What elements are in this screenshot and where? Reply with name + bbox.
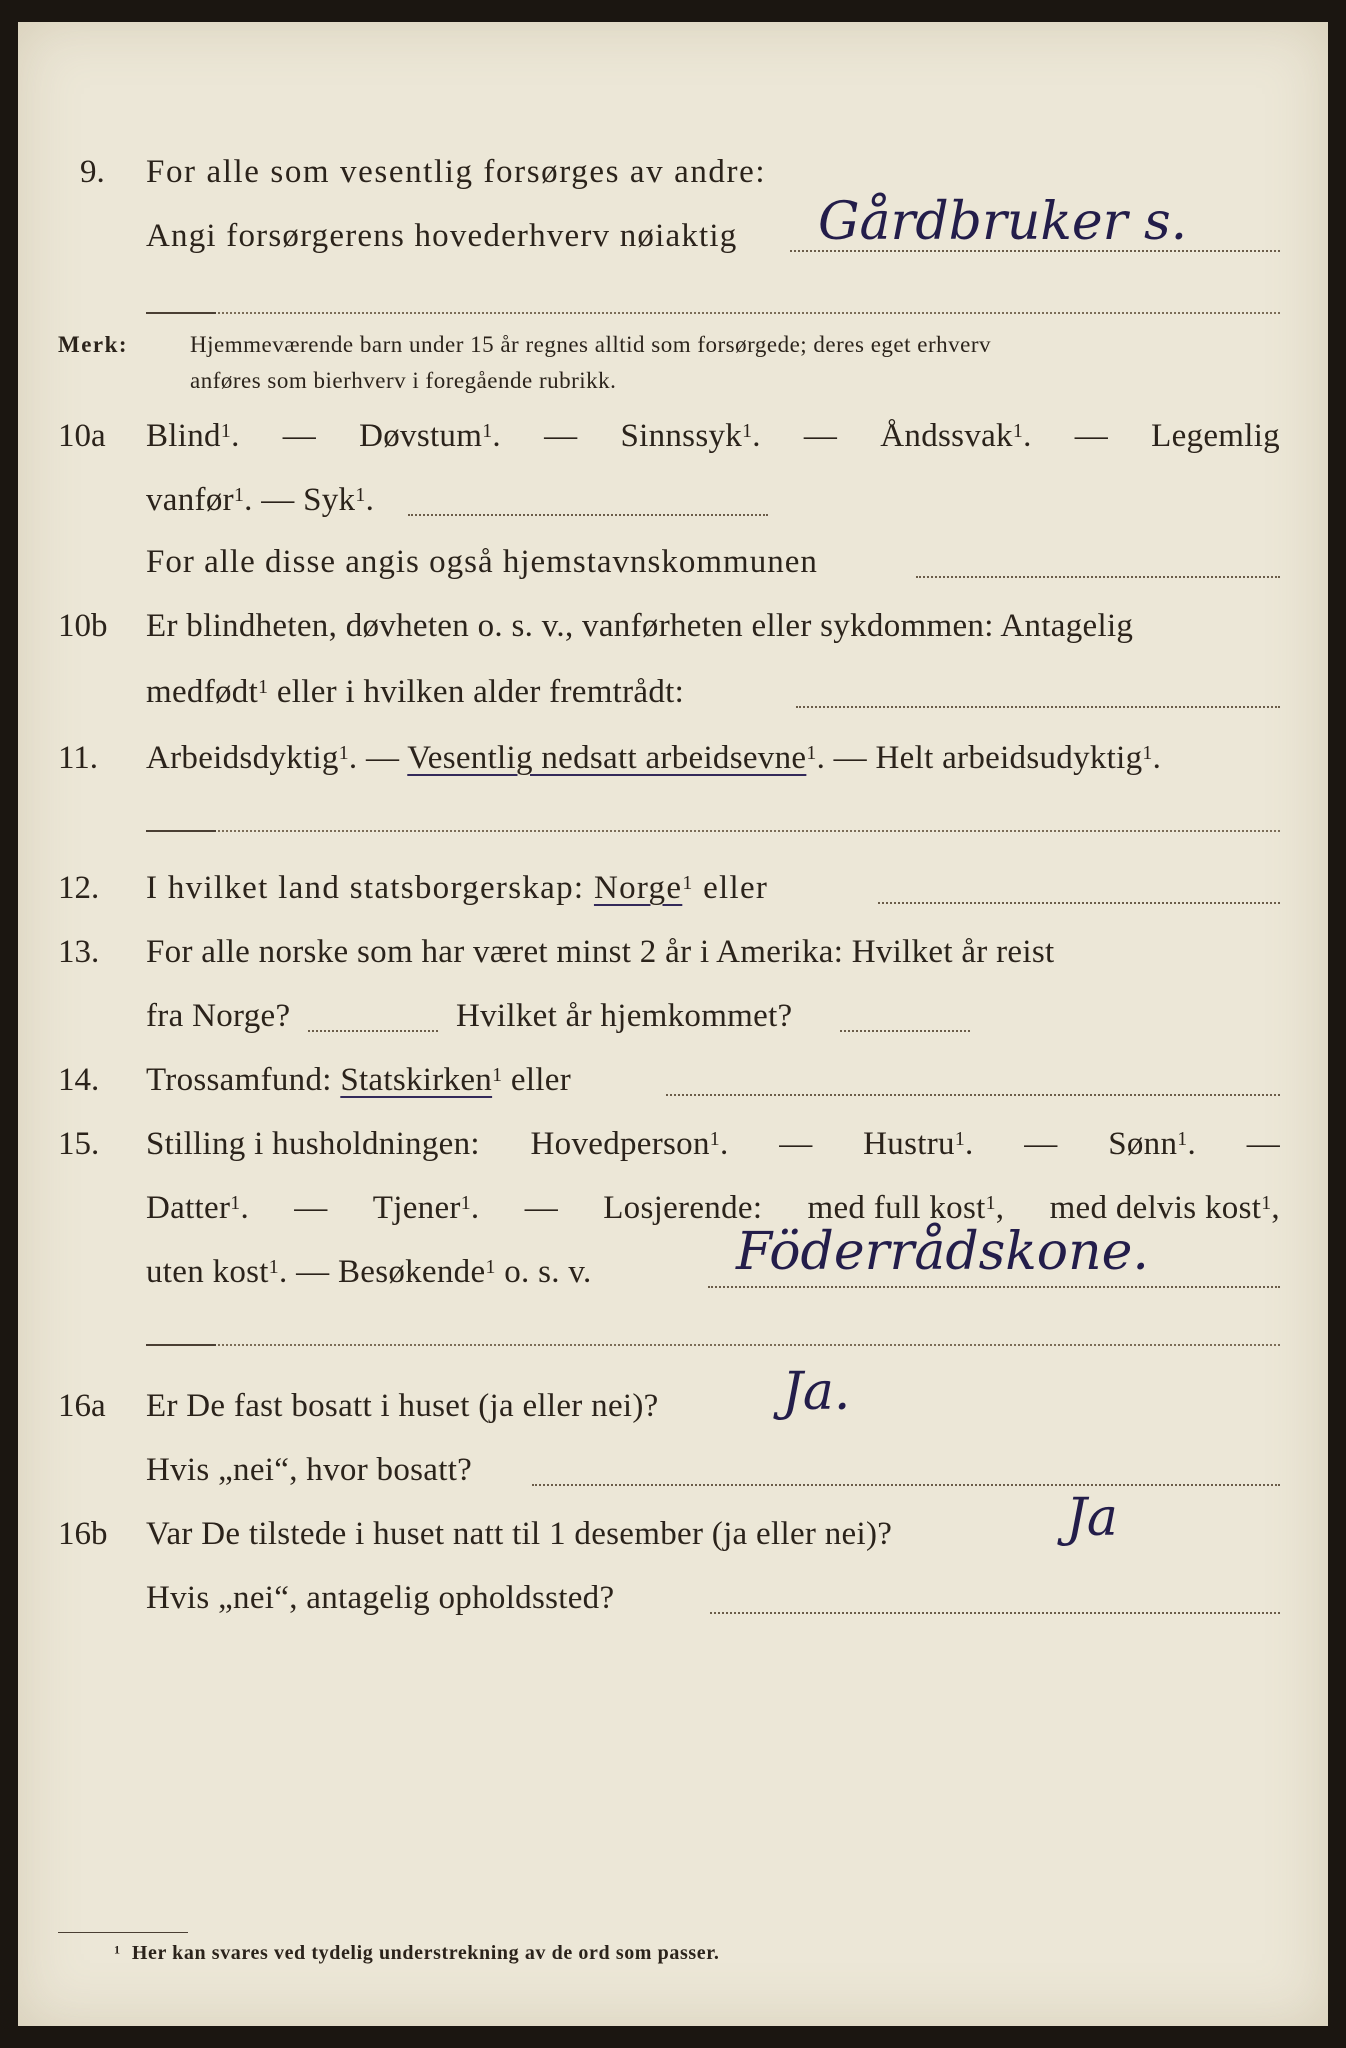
q15-line3: uten kost$^1$. — Besøkende$^1$ o. s. v. bbox=[146, 1254, 592, 1290]
q10a-line2: vanfør$^1$. — Syk$^1$. bbox=[146, 482, 375, 518]
option-legemlig: Legemlig bbox=[1151, 418, 1280, 454]
q10a-line1: Blind$^1$. — Døvstum$^1$. — Sinnssyk$^1$. — Åndssvak$^1$. — Legemlig bbox=[146, 418, 1280, 454]
q9-line1: For alle som vesentlig forsørges av andre: bbox=[146, 154, 767, 190]
q10a-number: 10a bbox=[58, 418, 106, 454]
option-andssvak: Åndssvak$^1$. bbox=[880, 418, 1032, 454]
option-sinnssyk: Sinnssyk$^1$. bbox=[620, 418, 761, 454]
q9-line2: Angi forsørgerens hovederhverv nøiaktig bbox=[146, 218, 738, 254]
q16a-number: 16a bbox=[58, 1388, 106, 1424]
q16b-handwritten-answer: Ja bbox=[1066, 1488, 1118, 1548]
q12-line: I hvilket land statsborgerskap: Norge$^1$ eller bbox=[146, 870, 769, 906]
q10a-line3: For alle disse angis også hjemstavnskommunen bbox=[146, 544, 818, 580]
q15-line1: Stilling i husholdningen: Hovedperson$^1$. — Hustru$^1$. — Sønn$^1$. — bbox=[146, 1126, 1280, 1162]
q16b-dots bbox=[710, 1612, 1280, 1614]
merk-line2: anføres som bierhverv i foregående rubrikk. bbox=[190, 368, 617, 393]
q10a-line2-dots bbox=[408, 514, 768, 516]
q12-dots bbox=[878, 902, 1280, 904]
option-blind: Blind$^1$. bbox=[146, 418, 240, 454]
option-dovstum: Døvstum$^1$. bbox=[359, 418, 501, 454]
q13-hjemkommet-dots bbox=[840, 1030, 970, 1032]
separator-dash bbox=[146, 830, 216, 832]
option-statskirken-underlined: Statskirken bbox=[340, 1062, 493, 1098]
q15-handwritten-answer: Föderrådskone. bbox=[736, 1222, 1149, 1282]
q11-number: 11. bbox=[58, 740, 99, 776]
q16a-handwritten-answer: Ja. bbox=[782, 1362, 851, 1422]
q14-line: Trossamfund: Statskirken$^1$ eller bbox=[146, 1062, 571, 1098]
q16a-line2: Hvis „nei“, hvor bosatt? bbox=[146, 1452, 473, 1488]
option-syk: Syk$^1$. bbox=[303, 482, 375, 518]
q10a-line3-dots bbox=[916, 576, 1280, 578]
q9-handwritten-answer: Gårdbruker s. bbox=[818, 192, 1188, 252]
separator-line bbox=[218, 1344, 1280, 1346]
q13-number: 13. bbox=[58, 934, 100, 970]
q16b-line1: Var De tilstede i huset natt til 1 desember (ja eller nei)? bbox=[146, 1516, 893, 1552]
q15-line2: Datter$^1$. — Tjener$^1$. — Losjerende: med full kost$^1$, med delvis kost$^1$, bbox=[146, 1190, 1280, 1226]
q13-line1: For alle norske som har været minst 2 år i Amerika: Hvilket år reist bbox=[146, 934, 1055, 970]
q16b-line2: Hvis „nei“, antagelig opholdssted? bbox=[146, 1580, 615, 1616]
q15-answer-line bbox=[708, 1286, 1280, 1288]
q15-number: 15. bbox=[58, 1126, 100, 1162]
separator-dash bbox=[146, 312, 216, 314]
separator-dash bbox=[146, 1344, 216, 1346]
option-norge-underlined: Norge bbox=[593, 870, 683, 906]
q14-dots bbox=[666, 1094, 1280, 1096]
q11-line: Arbeidsdyktig$^1$. — Vesentlig nedsatt arbeidsevne$^1$. — Helt arbeidsudyktig$^1$. bbox=[146, 740, 1162, 776]
q13-reist-dots bbox=[308, 1030, 438, 1032]
q13-line2b: Hvilket år hjemkommet? bbox=[456, 998, 793, 1034]
footnote-rule bbox=[58, 1932, 188, 1933]
separator-line bbox=[218, 312, 1280, 314]
q10b-line1: Er blindheten, døvheten o. s. v., vanførheten eller sykdommen: Antagelig bbox=[146, 608, 1134, 644]
q16a-dots bbox=[532, 1484, 1280, 1486]
q14-number: 14. bbox=[58, 1062, 100, 1098]
q10b-line2-dots bbox=[796, 706, 1280, 708]
q13-line2a: fra Norge? bbox=[146, 998, 291, 1034]
q10b-line2: medfødt$^1$ eller i hvilken alder fremtrådt: bbox=[146, 674, 685, 710]
census-form-page bbox=[18, 22, 1328, 2026]
option-vanfor: vanfør$^1$. bbox=[146, 482, 253, 518]
q9-number: 9. bbox=[80, 154, 105, 190]
option-nedsatt-underlined: Vesentlig nedsatt arbeidsevne bbox=[407, 740, 807, 776]
q16a-line1: Er De fast bosatt i huset (ja eller nei)? bbox=[146, 1388, 659, 1424]
separator-line bbox=[218, 830, 1280, 832]
merk-label: Merk: bbox=[58, 332, 129, 357]
q10b-number: 10b bbox=[58, 608, 108, 644]
footnote: $^1$ Her kan svares ved tydelig understrekning av de ord som passer. bbox=[114, 1942, 720, 1964]
merk-line1: Hjemmeværende barn under 15 år regnes alltid som forsørgede; deres eget erhverv bbox=[190, 332, 991, 357]
q16b-number: 16b bbox=[58, 1516, 108, 1552]
q12-number: 12. bbox=[58, 870, 100, 906]
